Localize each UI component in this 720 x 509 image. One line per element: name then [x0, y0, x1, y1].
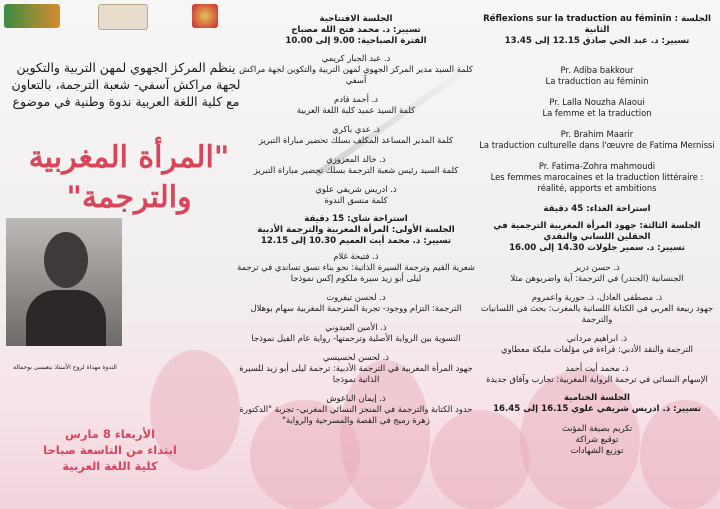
speaker-role: حدود الكتابة والترجمة في المنجز النسائي المغربي- تجربة "الدكتورة زهرة رميج في القصة والمسرحية والرواية" [239, 404, 473, 425]
speaker-name: ذ. الأمين العيدوني [325, 322, 387, 332]
session3-speaker [478, 292, 716, 325]
speaker-role: الترجمة: التزام ووجود- تجربة المترجمة المغربية سهام بوهلال [250, 303, 462, 313]
speaker-role: جهود المرأة المغربية في الترجمة الأدبية: ترجمة ليلى أبو زيد للسيرة الذاتية نموذجا [239, 363, 473, 384]
event-title [14, 138, 244, 218]
speaker-name: ذ. خالد المعزوزي [326, 154, 386, 164]
speaker-name: ذ. إيمان الباعوش [326, 393, 386, 403]
session1-speaker [236, 393, 476, 426]
speaker-name: ذ. ادريس شريفي علوي [315, 184, 397, 194]
title-line-2: والترجمة" [66, 180, 192, 215]
speaker-role: جهود ربيعة العربي في الكتابة اللسانية بالمغرب: بحث في اللسانيات والترجمة [480, 303, 714, 324]
session1-speaker [236, 292, 476, 314]
speaker-topic: Les femmes marocaines et la traduction littéraire : réalité, apports et ambitions [490, 172, 704, 193]
fr-speaker [478, 129, 716, 151]
session3-speaker [478, 363, 716, 385]
tea-break: استراحة شاي: 15 دقيقة [304, 214, 408, 224]
fr-speaker [478, 65, 716, 87]
opening-time: الفترة الصباحية: 9.00 إلى 10.00 [285, 36, 427, 46]
logo-bar [4, 4, 234, 30]
date-line: ابتداء من التاسعة صباحا [43, 443, 177, 457]
opening-session-title: الجلسة الافتتاحية [319, 14, 393, 24]
fr-speaker [478, 161, 716, 194]
speaker-role: الجنسانية (الجندر) في الترجمة: آية واضربوهن مثلا [510, 273, 684, 283]
fr-speaker [478, 97, 716, 119]
opening-speaker [236, 53, 476, 86]
closing-item: توقيع شراكة [575, 434, 619, 444]
speaker-name: ذ. فتيحة غلام [333, 251, 379, 261]
speaker-name: ذ. حسن درير [574, 262, 620, 272]
date-line: كلية اللغة العربية [62, 459, 158, 473]
speaker-role: كلمة منسق الندوة [324, 195, 388, 205]
opening-chair: تسيير: د. محمد فتح الله مصباح [291, 25, 421, 35]
emblem-logo [192, 4, 218, 28]
lunch-break: استراحة الغذاء: 45 دقيقة [543, 204, 651, 214]
speaker-topic: La traduction au féminin [545, 76, 649, 86]
speaker-role: الترجمة والنقد الأدبي: قراءة في مؤلفات مليكة معطاوي [501, 344, 693, 354]
date-line: الأربعاء 8 مارس [64, 427, 156, 441]
session3-speaker [478, 262, 716, 284]
speaker-name: Pr. Brahim Maarir [560, 129, 634, 139]
right-program [478, 14, 716, 509]
speaker-role: كلمة المدير المساعد المكلف بسلك تحضير مباراة التبريز [258, 135, 454, 145]
speaker-name: ذ. لحسن لحسيسي [323, 352, 389, 362]
session1-speaker [236, 322, 476, 344]
session1-speaker [236, 352, 476, 385]
crmef-logo [4, 4, 60, 28]
session2-title: Réflexions sur la traduction au féminin : الجلسة الثانية [483, 14, 711, 35]
title-line-1: "المرأة المغربية [28, 140, 230, 175]
closing-item: توزيع الشهادات [570, 445, 624, 455]
opening-speaker [236, 124, 476, 146]
speaker-name: ذ. ابراهيم مرداني [566, 333, 628, 343]
speaker-topic: La femme et la traduction [542, 108, 652, 118]
opening-speaker [236, 94, 476, 116]
speaker-role: كلمة السيد رئيس شعبة الترجمة بسلك تحضير مباراة التبريز [253, 165, 459, 175]
speaker-role: كلمة السيد مدير المركز الجهوي لمهن التربية والتكوين لجهة مراكش آسفي [239, 64, 473, 85]
opening-speaker [236, 184, 476, 206]
speaker-topic: La traduction culturelle dans l'œuvre de Fatima Mernissi [479, 140, 715, 150]
closing-time: تسيير: ذ. ادريس شريفي علوي 16.15 إلى 16.45 [493, 404, 701, 414]
speaker-name: ذ. مصطفى العادل، ذ. حورية واعمروم [531, 292, 663, 302]
opening-speaker [236, 154, 476, 176]
speaker-role: التسوية بين الرواية الأصلية وترجمتها- رواية عام الفيل نموذجا [251, 333, 461, 343]
portrait-photo [6, 218, 122, 346]
speaker-name: Pr. Lalla Nouzha Alaoui [549, 97, 645, 107]
speaker-name: د. لحسن تيفروت [326, 292, 386, 302]
session1-speaker [236, 251, 476, 284]
speaker-name: ذ. عدي باكري [332, 124, 380, 134]
closing-items [478, 423, 716, 456]
speaker-name: Pr. Adiba bakkour [560, 65, 634, 75]
speaker-name: ذ. محمد أيت أحمد [565, 363, 629, 373]
speaker-name: Pr. Fatima-Zohra mahmoudi [538, 161, 656, 171]
speaker-name: د. عبد الجبار كريمي [321, 53, 391, 63]
session3-title: الجلسة الثالثة: جهود المرأة المغربية الترجمية في الحقلين اللساني والنقدي [493, 221, 701, 242]
speaker-role: شعرية القيم وترجمة السيرة الذاتية: نحو بناء نسق تساندي في ترجمة ليلى أبو زيد سيرة ملكوم إكس نموذجا [237, 262, 475, 283]
session1-time: تسيير: د. محمد أيت العميم 10.30 إلى 12.15 [260, 236, 452, 246]
speaker-role: كلمة السيد عميد كلية اللغة العربية [296, 105, 416, 115]
session3-speaker [478, 333, 716, 355]
speaker-name: د. أحمد قادم [334, 94, 378, 104]
session1-title: الجلسة الأولى: المرأة المغربية والترجمة الأدبية [257, 225, 455, 235]
university-logo [98, 4, 148, 30]
speaker-role: الإسهام النسائي في ترجمة الرواية المغربية: تجارب وآفاق جديدة [486, 374, 708, 384]
portrait-head [44, 232, 88, 288]
session2-time: تسيير: د. عبد الحي صادق 12.15 إلى 13.45 [504, 36, 690, 46]
portrait-body [26, 290, 106, 346]
date-block [20, 426, 200, 474]
session3-time: تسيير: د. سمير جلولات 14.30 إلى 16.00 [509, 243, 685, 253]
closing-session-title: الجلسة الختامية [564, 393, 630, 403]
middle-program [236, 14, 476, 509]
portrait-caption: الندوة مهداة لروح الأستاذ بنعيسى بوحمالة [13, 364, 117, 371]
closing-item: تكريم بصيغة المؤنث [561, 423, 633, 433]
intro-text: ينظم المركز الجهوي لمهن التربية والتكوين لجهة مراكش آسفي- شعبة الترجمة، بالتعاون مع كلية اللغة العربية ندوة وطنية في موضوع [11, 59, 241, 109]
